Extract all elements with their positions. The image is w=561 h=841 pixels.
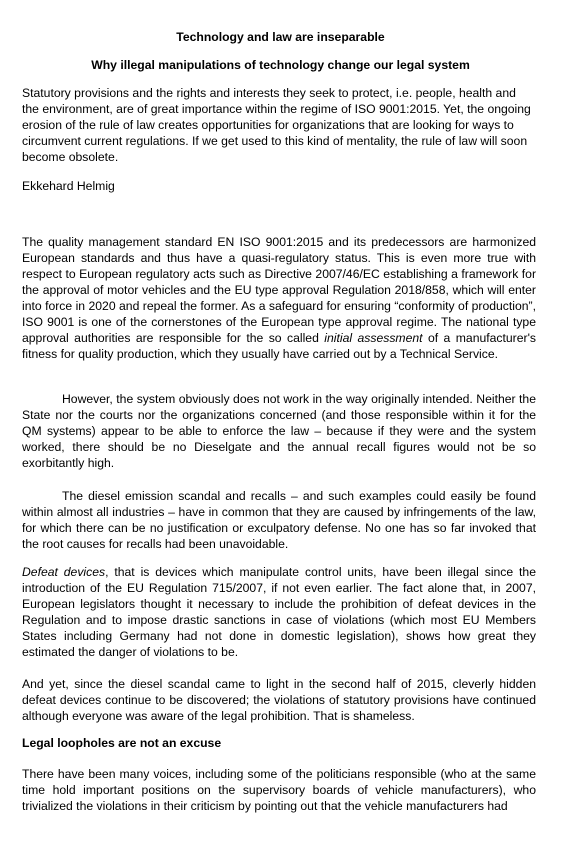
paragraph-1-italic: initial assessment — [324, 331, 423, 345]
section-heading: Legal loopholes are not an excuse — [22, 736, 222, 750]
paragraph-3: The diesel emission scandal and recalls – and such examples could easily be found within almost all industries – have in common that they are caused by infringements of the law, for which there can be no justification or exculpatory defense. No one has so far invoked that the root causes for recalls had been unavoidable. — [22, 489, 536, 551]
paragraph-1 — [22, 234, 536, 362]
paragraph-6: There have been many voices, including some of the politicians responsible (who at the same time hold important positions on the supervisory boards of vehicle manufacturers), who trivialized the violations in their criticism by pointing out that the vehicle manufacturers had — [22, 767, 536, 813]
paragraph-5: And yet, since the diesel scandal came to light in the second half of 2015, cleverly hidden defeat devices continue to be discovered; the violations of statutory provisions have continued although everyone was aware of the legal prohibition. That is shameless. — [22, 677, 536, 723]
paragraph-4-text: , that is devices which manipulate control units, have been illegal since the introduction of the EU Regulation 715/2007, if not even earlier. The fact alone that, in 2007, European legislators thought it necessary to include the prohibition of defeat devices in the Regulation and to impose drastic sanctions in case of violations (which most EU Members States including Germany had not done in domestic legislation), shows how great they estimated the danger of violations to be. — [22, 565, 536, 659]
paragraph-2: However, the system obviously does not work in the way originally intended. Neither the State nor the courts nor the organizations concerned (and those responsible within it for the QM systems) appear to be able to enforce the law – because if they were and the system worked, there should be no Dieselgate and the annual recall figures would not be so exorbitantly high. — [22, 392, 536, 470]
paragraph-1-text-a: The quality management standard EN ISO 9001:2015 and its predecessors are harmonized European standards and thus have a quasi-regulatory status. This is even more true with respect to European regulatory acts such as Directive 2007/46/EC establishing a framework for the approval of motor vehicles and the EU type approval Regulation 2018/858, which will enter into force in 2020 and repeal the former. As a safeguard for ensuring “conformity of production”, ISO 9001 is one of the cornerstones of the European type approval regime. The national type approval authorities are responsible for the so called — [22, 235, 536, 345]
paragraph-4-italic: Defeat devices — [22, 565, 106, 579]
document-title: Technology and law are inseparable — [176, 30, 385, 44]
document-subtitle: Why illegal manipulations of technology change our legal system — [91, 58, 470, 72]
intro-paragraph: Statutory provisions and the rights and interests they seek to protect, i.e. people, health and the environment, are of great importance within the regime of ISO 9001:2015. Yet, the ongoing erosion of the rule of law creates opportunities for organizations that are looking for ways to circumvent current regulations. If we get used to this kind of mentality, the rule of law will soon become obsolete. — [22, 86, 531, 164]
author-name: Ekkehard Helmig — [22, 179, 115, 193]
paragraph-1-text-b: of a manufacturer's fitness for quality production, which they usually have carried out by a Technical Service. — [22, 331, 536, 361]
paragraph-4 — [22, 564, 536, 660]
